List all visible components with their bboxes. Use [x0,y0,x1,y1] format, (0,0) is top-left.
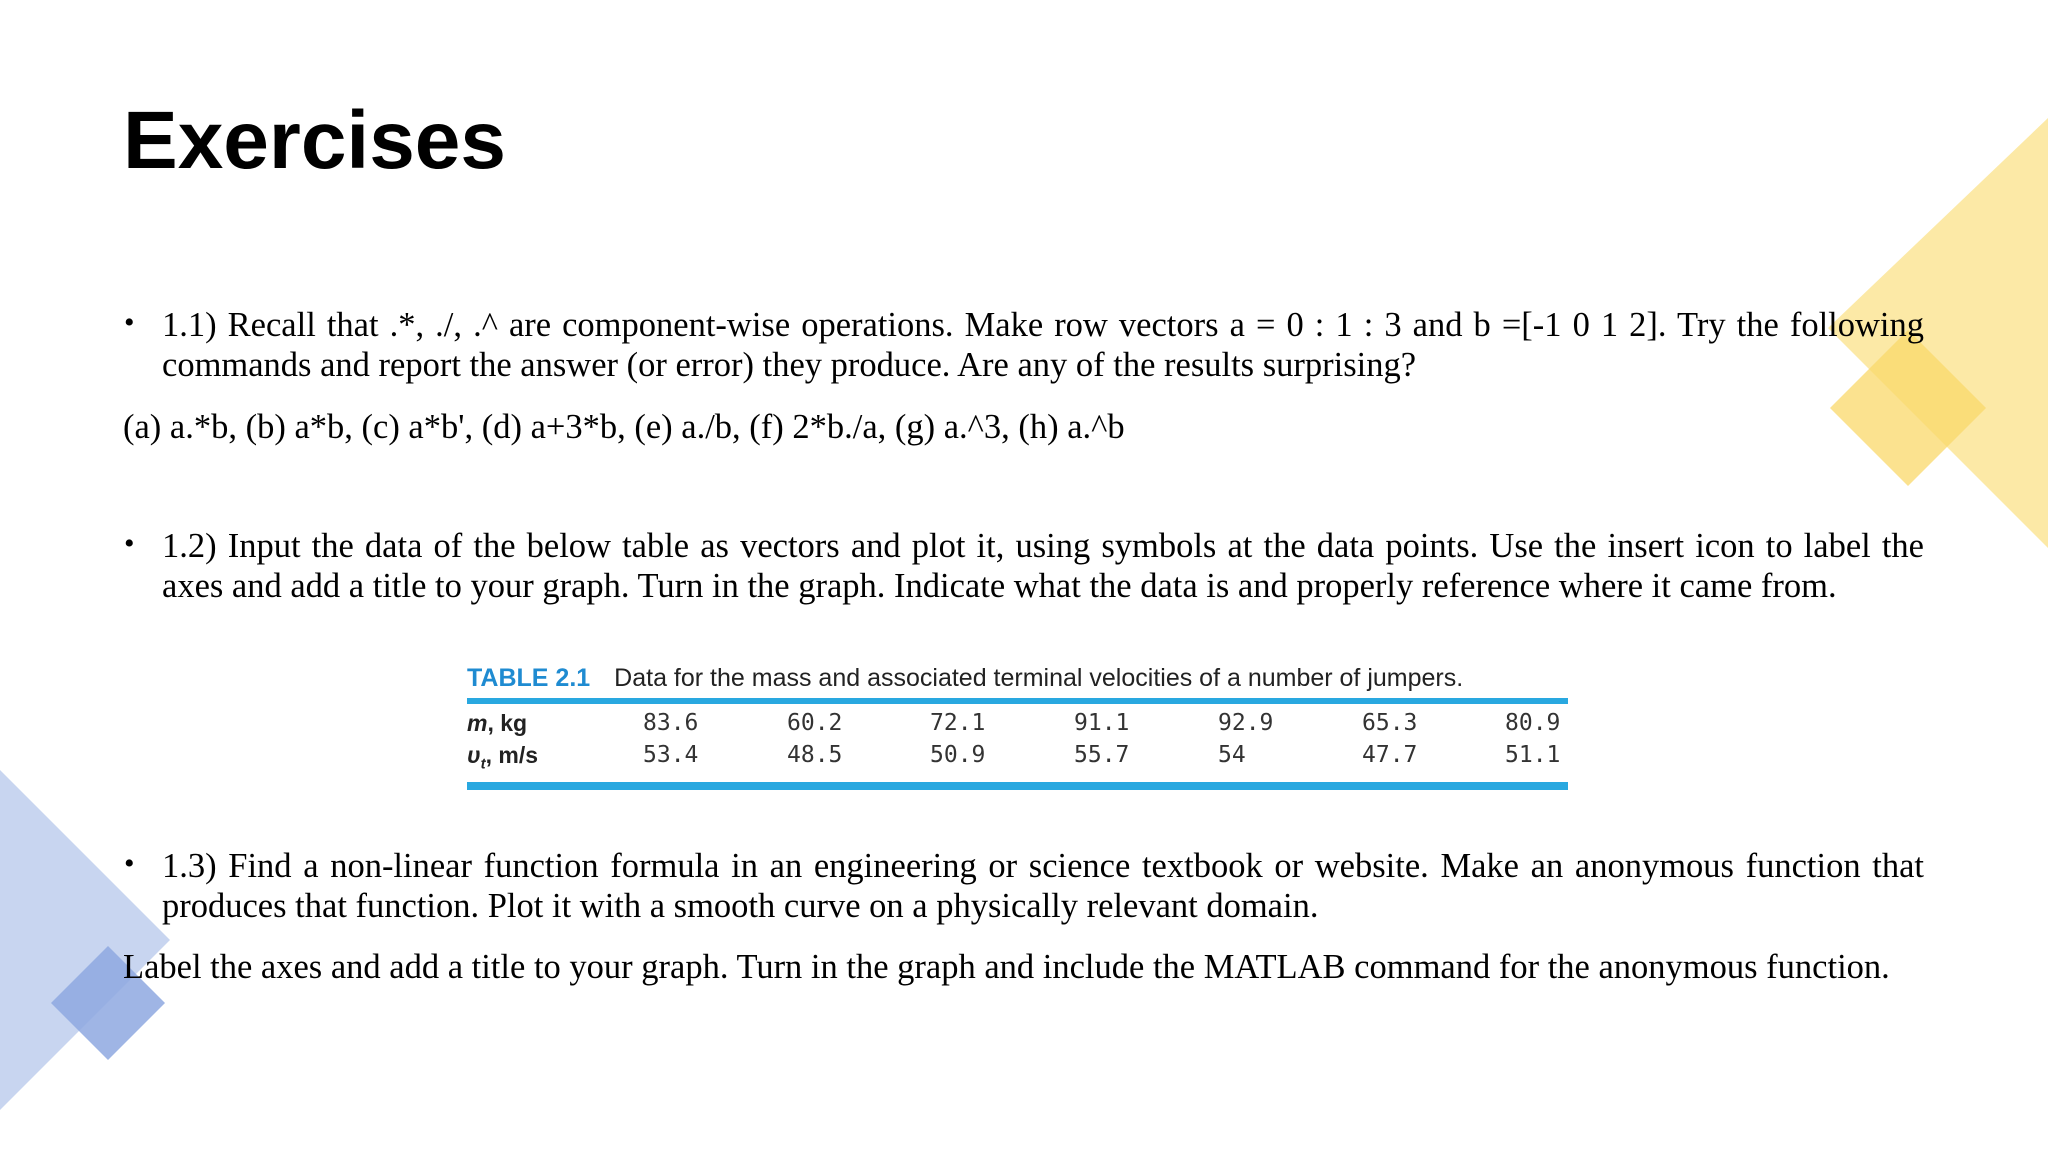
table-cell: 92.9 [1218,710,1274,736]
slide-title: Exercises [123,95,507,186]
table-cell: 48.5 [787,742,843,768]
exercise-1-3-text: 1.3) Find a non-linear function formula in an engineering or science textbook or website. Make an anonymous function that produces that function. Plot it with a smooth curve on a physically relevant domain. [162,847,1924,925]
table-caption [467,660,1568,696]
table-cell: 65.3 [1362,710,1418,736]
table-cell: 51.1 [1505,742,1561,768]
exercise-1-1-text: 1.1) Recall that .*, ./, .^ are component-wise operations. Make row vectors a = 0 : 1 : 3 and b =[-1 0 1 2]. Try the following commands and report the answer (or error) they produce. Are any of the results surprising? [162,306,1924,384]
table-cell: 50.9 [930,742,986,768]
bullet-3: • [124,847,135,880]
exercise-1-3-followup: Label the axes and add a title to your graph. Turn in the graph and include the MATLAB command for the anonymous function. [123,948,1890,986]
table-cell: 91.1 [1074,710,1130,736]
table-row-velocity [467,740,1568,772]
decor-blue-large-diamond [0,770,170,1110]
data-table [467,660,1568,790]
table-cell: 72.1 [930,710,986,736]
table-top-rule [467,698,1568,704]
row-header-velocity [467,742,538,773]
table-cell: 80.9 [1505,710,1561,736]
table-cell: 54 [1218,742,1246,768]
row-header-velocity-var: υ [467,742,481,768]
table-description: Data for the mass and associated terminal velocities of a number of jumpers. [614,663,1464,692]
bullet-2: • [124,527,135,560]
row-header-velocity-unit: , m/s [485,742,539,768]
table-bottom-rule [467,782,1568,790]
bullet-1: • [124,306,135,339]
table-cell: 55.7 [1074,742,1130,768]
table-cell: 53.4 [643,742,699,768]
table-cell: 83.6 [643,710,699,736]
exercise-1-2-text: 1.2) Input the data of the below table as vectors and plot it, using symbols at the data points. Use the insert icon to label the axes and add a title to your graph. Turn in the graph. Indicate what the data is and properly reference where it came from. [162,527,1924,605]
table-label: TABLE 2.1 [467,663,591,692]
row-header-mass-var: m [467,710,488,736]
row-header-mass [467,710,527,737]
table-cell: 47.7 [1362,742,1418,768]
row-header-mass-unit: , kg [487,710,528,736]
exercise-1-1-commands: (a) a.*b, (b) a*b, (c) a*b', (d) a+3*b, (e) a./b, (f) 2*b./a, (g) a.^3, (h) a.^b [123,408,1125,446]
table-row-mass [467,708,1568,740]
table-cell: 60.2 [787,710,843,736]
row-header-velocity-sub: t [480,755,486,773]
